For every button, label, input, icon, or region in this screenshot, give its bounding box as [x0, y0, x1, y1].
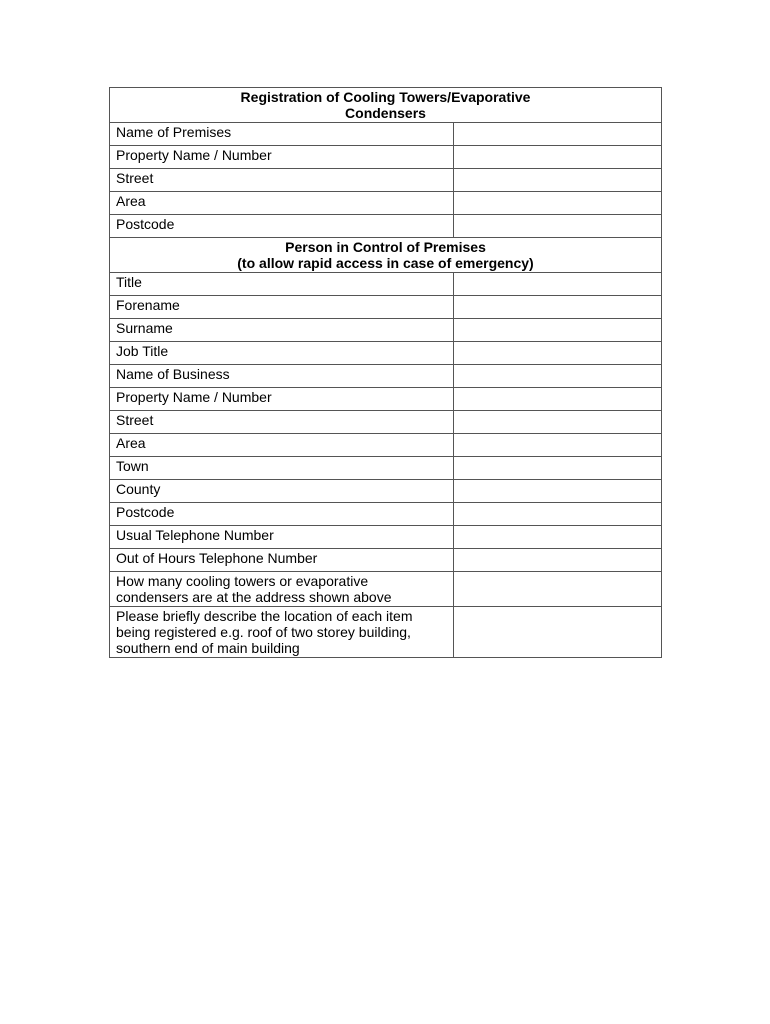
field-input-title[interactable] — [454, 273, 662, 296]
field-input-town[interactable] — [454, 457, 662, 480]
field-input-name-of-business[interactable] — [454, 365, 662, 388]
registration-heading-line2: Condensers — [345, 105, 426, 121]
field-label-surname: Surname — [110, 319, 454, 342]
field-label-business-postcode: Postcode — [110, 503, 454, 526]
field-input-business-postcode[interactable] — [454, 503, 662, 526]
registration-heading — [110, 88, 662, 123]
field-input-county[interactable] — [454, 480, 662, 503]
field-input-business-property-name-number[interactable] — [454, 388, 662, 411]
form-row — [110, 549, 662, 572]
field-label-usual-telephone: Usual Telephone Number — [110, 526, 454, 549]
form-row — [110, 607, 662, 658]
field-input-location-description[interactable] — [454, 607, 662, 658]
registration-heading-line1: Registration of Cooling Towers/Evaporative — [240, 89, 531, 105]
location-label-line1: Please briefly describe the location of each item — [116, 608, 413, 624]
field-label-location-description — [110, 607, 454, 658]
field-input-forename[interactable] — [454, 296, 662, 319]
field-input-area[interactable] — [454, 192, 662, 215]
form-row — [110, 273, 662, 296]
form-row — [110, 146, 662, 169]
field-label-business-property-name-number: Property Name / Number — [110, 388, 454, 411]
form-row — [110, 319, 662, 342]
person-in-control-heading — [110, 238, 662, 273]
form-row — [110, 215, 662, 238]
field-label-tower-count — [110, 572, 454, 607]
field-label-business-area: Area — [110, 434, 454, 457]
field-label-property-name-number: Property Name / Number — [110, 146, 454, 169]
form-row — [110, 434, 662, 457]
form-row — [110, 411, 662, 434]
field-label-title: Title — [110, 273, 454, 296]
field-label-out-of-hours-telephone: Out of Hours Telephone Number — [110, 549, 454, 572]
form-row — [110, 342, 662, 365]
field-label-area: Area — [110, 192, 454, 215]
field-input-street[interactable] — [454, 169, 662, 192]
field-input-usual-telephone[interactable] — [454, 526, 662, 549]
person-in-control-heading-line2: (to allow rapid access in case of emergency) — [237, 255, 534, 271]
section-heading-registration — [110, 88, 662, 123]
form-row — [110, 123, 662, 146]
registration-form-table — [109, 87, 662, 658]
form-row — [110, 503, 662, 526]
field-label-business-street: Street — [110, 411, 454, 434]
tower-count-label-line1: How many cooling towers or evaporative — [116, 573, 369, 589]
field-label-forename: Forename — [110, 296, 454, 319]
field-label-job-title: Job Title — [110, 342, 454, 365]
form-row — [110, 388, 662, 411]
field-input-business-area[interactable] — [454, 434, 662, 457]
field-input-property-name-number[interactable] — [454, 146, 662, 169]
field-label-county: County — [110, 480, 454, 503]
form-row — [110, 296, 662, 319]
field-input-out-of-hours-telephone[interactable] — [454, 549, 662, 572]
field-label-town: Town — [110, 457, 454, 480]
field-label-street: Street — [110, 169, 454, 192]
field-input-job-title[interactable] — [454, 342, 662, 365]
tower-count-label-line2: condensers are at the address shown above — [116, 589, 392, 605]
form-row — [110, 365, 662, 388]
field-input-postcode[interactable] — [454, 215, 662, 238]
field-input-business-street[interactable] — [454, 411, 662, 434]
field-input-surname[interactable] — [454, 319, 662, 342]
form-row — [110, 526, 662, 549]
field-input-name-of-premises[interactable] — [454, 123, 662, 146]
field-label-name-of-business: Name of Business — [110, 365, 454, 388]
form-row — [110, 457, 662, 480]
field-label-postcode: Postcode — [110, 215, 454, 238]
form-row — [110, 572, 662, 607]
location-label-line2: being registered e.g. roof of two storey building, — [116, 624, 411, 640]
section-heading-person-in-control — [110, 238, 662, 273]
location-label-line3: southern end of main building — [116, 640, 300, 656]
form-row — [110, 192, 662, 215]
field-label-name-of-premises: Name of Premises — [110, 123, 454, 146]
form-row — [110, 169, 662, 192]
form-row — [110, 480, 662, 503]
person-in-control-heading-line1: Person in Control of Premises — [285, 239, 486, 255]
field-input-tower-count[interactable] — [454, 572, 662, 607]
